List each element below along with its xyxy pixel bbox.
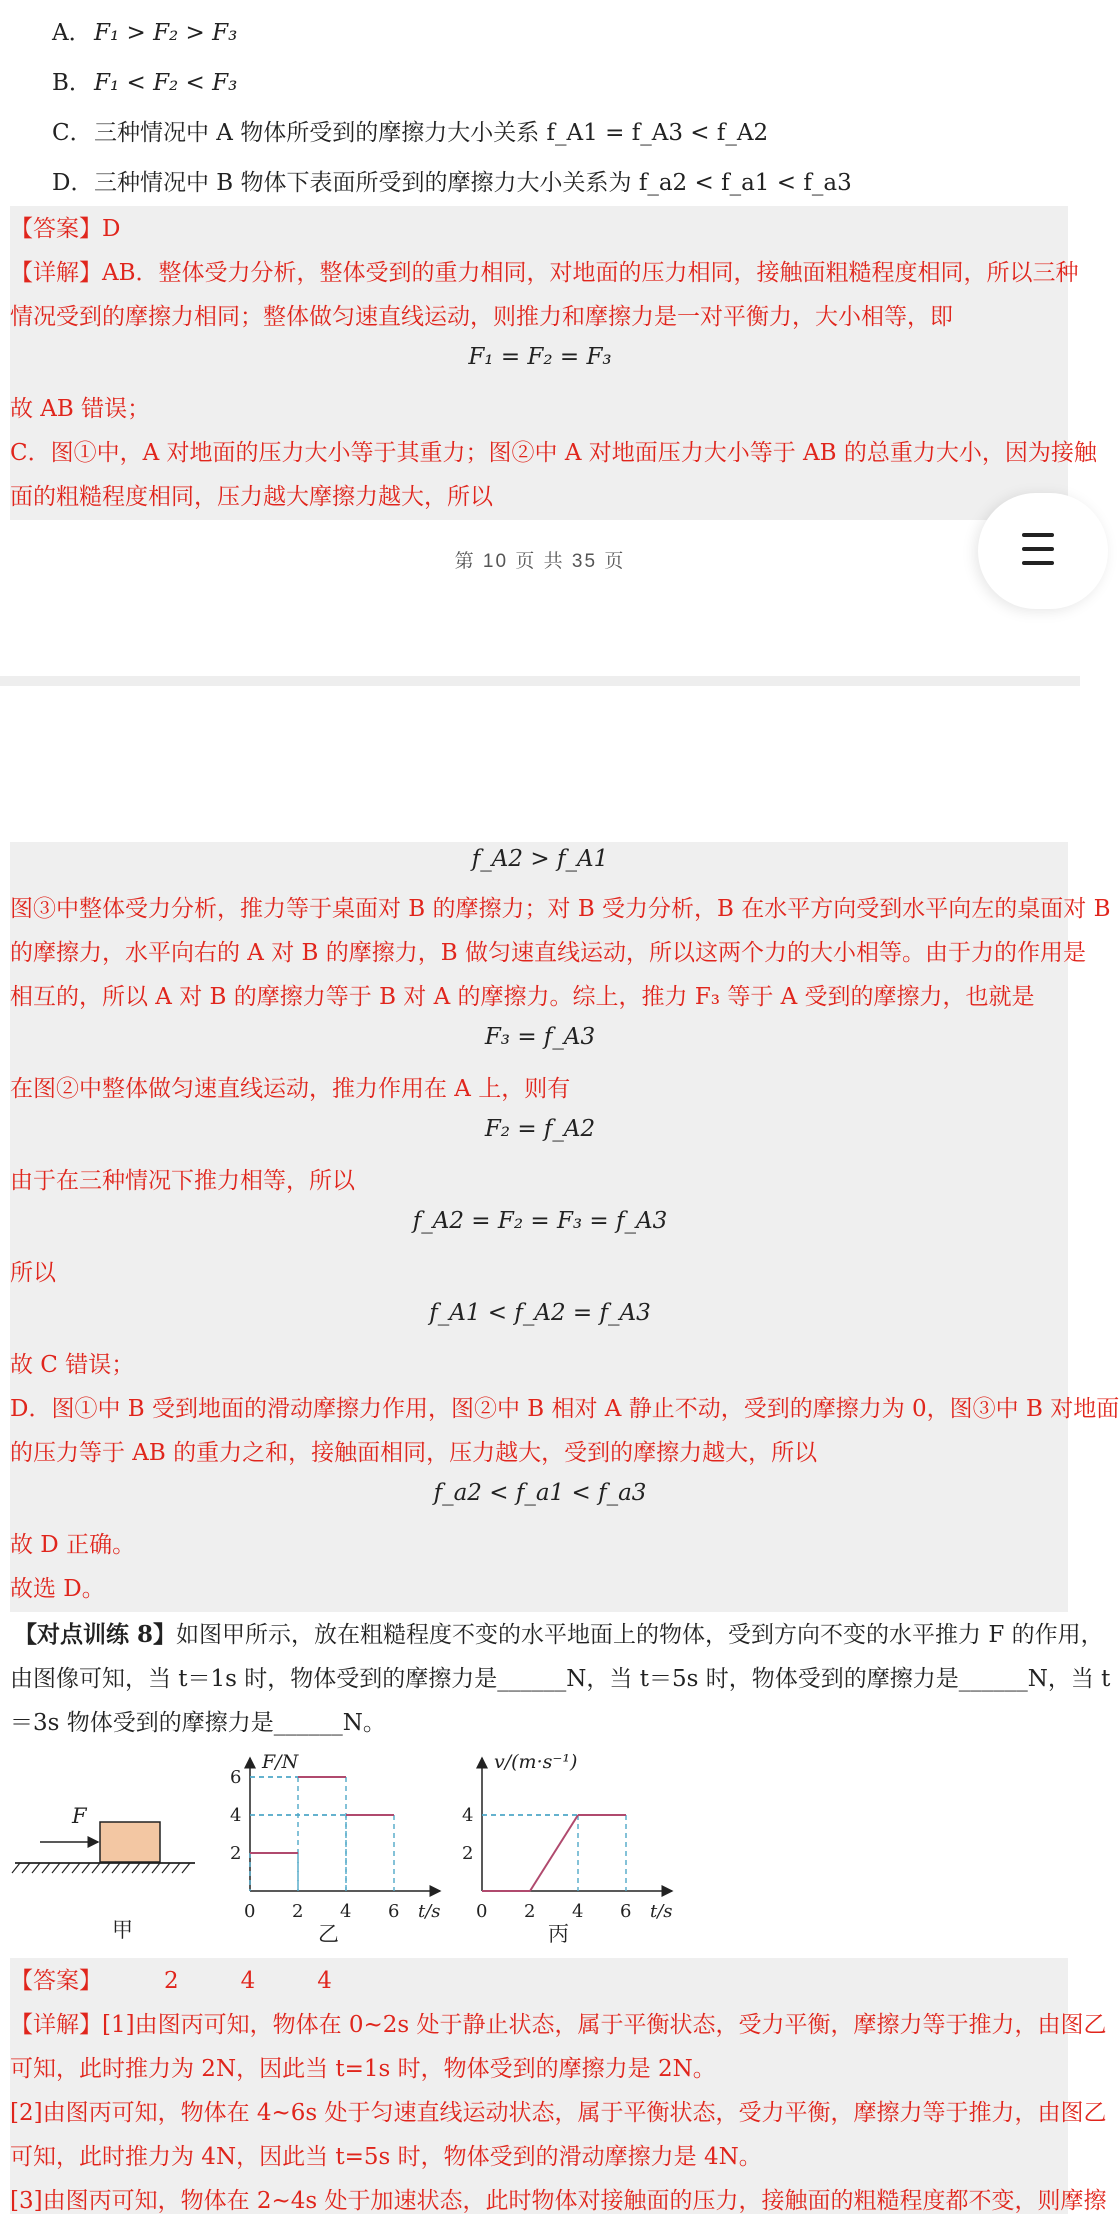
x-tick-label: 2	[292, 1901, 304, 1922]
hatch-mark	[132, 1863, 140, 1873]
answer2-value-2: 4	[240, 1968, 256, 1994]
hatch-mark	[172, 1863, 180, 1873]
equation-fa1-lt-fa2: f_A1 < f_A2 = f_A3	[429, 1300, 651, 1326]
equation-fa2-gt-fa1: f_A2 > f_A1	[471, 846, 609, 872]
text1-line-3: 相互的，所以 A 对 B 的摩擦力等于 B 对 A 的摩擦力。综上，推力 F₃ 等于 A 受到的摩擦力，也就是	[10, 984, 1035, 1010]
y-axis-label: v/(m·s⁻¹)	[494, 1751, 578, 1773]
hatch-mark	[112, 1863, 120, 1873]
text1-line-2: 的摩擦力，水平向右的 A 对 B 的摩擦力，B 做匀速直线运动，所以这两个力的大小相等。由于力的作用是	[10, 940, 1086, 966]
equation-f3-fa3: F₃ = f_A3	[484, 1024, 596, 1050]
menu-icon-bar-1	[1022, 533, 1054, 537]
data-segment	[530, 1815, 578, 1891]
chart-yi	[228, 1746, 441, 1926]
text2: 在图②中整体做匀速直线运动，推力作用在 A 上，则有	[10, 1076, 571, 1102]
text3: 由于在三种情况下推力相等，所以	[10, 1168, 355, 1194]
text8: 故选 D。	[10, 1576, 105, 1602]
menu-icon-bar-2	[1022, 547, 1054, 551]
answer2-highlight-block	[10, 1958, 1068, 2214]
figure-jia	[10, 1772, 210, 1902]
question-line-1	[14, 1616, 1104, 1649]
hatch-mark	[42, 1863, 50, 1873]
chart-bing	[460, 1746, 690, 1926]
figure-jia-label: 甲	[112, 1918, 133, 1942]
c-line-1: C．图①中，A 对地面的压力大小等于其重力；图②中 A 对地面压力大小等于 AB 的总重力大小，因为接触	[10, 440, 1097, 466]
hatch-mark	[52, 1863, 60, 1873]
menu-icon-bar-3	[1022, 561, 1054, 565]
question-text-1: 如图甲所示，放在粗糙程度不变的水平地面上的物体，受到方向不变的水平推力 F 的作用，	[176, 1622, 1104, 1648]
y-tick-label: 2	[462, 1843, 474, 1864]
answer2-line	[10, 1962, 332, 1995]
hatch-mark	[32, 1863, 40, 1873]
equation-fa2-f2-f3-fa3: f_A2 = F₂ = F₃ = f_A3	[412, 1208, 668, 1234]
block	[100, 1822, 160, 1862]
hatch-mark	[72, 1863, 80, 1873]
detail2-line-1: 【详解】[1]由图丙可知，物体在 0~2s 处于静止状态，属于平衡状态，受力平衡，摩擦力等于推力，由图乙	[10, 2012, 1107, 2038]
y-tick-label: 6	[230, 1767, 242, 1788]
detail2-line-2: 可知，此时推力为 2N，因此当 t=1s 时，物体受到的摩擦力是 2N。	[10, 2056, 716, 2082]
page-separator	[0, 676, 1080, 686]
hatch-mark	[152, 1863, 160, 1873]
text7: 故 D 正确。	[10, 1532, 136, 1558]
answer-line: 【答案】D	[10, 216, 121, 242]
option-d: D．三种情况中 B 物体下表面所受到的摩擦力大小关系为 f_a2 < f_a1 < f_a3	[52, 170, 852, 196]
option-b: B．F₁ < F₂ < F₃	[52, 70, 238, 96]
detail2-line-5: [3]由图丙可知，物体在 2~4s 处于加速状态，此时物体对接触面的压力，接触面的粗糙程度都不变，则摩擦	[10, 2188, 1107, 2214]
answer2-label: 【答案】	[10, 1968, 102, 1994]
text1-line-1: 图③中整体受力分析，推力等于桌面对 B 的摩擦力；对 B 受力分析，B 在水平方向受到水平向左的桌面对 B	[10, 896, 1111, 922]
c-line-2: 面的粗糙程度相同，压力越大摩擦力越大，所以	[10, 484, 493, 510]
hatch-mark	[22, 1863, 30, 1873]
question-line-3: ＝3s 物体受到的摩擦力是______N。	[10, 1710, 386, 1736]
x-tick-label: 2	[524, 1901, 536, 1922]
y-tick-label: 4	[230, 1805, 242, 1826]
hatch-mark	[62, 1863, 70, 1873]
equation-f2-fa2: F₂ = f_A2	[484, 1116, 596, 1142]
hatch-mark	[12, 1863, 20, 1873]
answer2-value-1: 2	[164, 1968, 179, 1994]
detail2-line-3: [2]由图丙可知，物体在 4~6s 处于匀速直线运动状态，属于平衡状态，受力平衡，摩擦力等于推力，由图乙	[10, 2100, 1107, 2126]
equation-fa2-fa1-fa3: f_a2 < f_a1 < f_a3	[433, 1480, 647, 1506]
text5: 故 C 错误；	[10, 1352, 135, 1378]
document-page-10	[0, 0, 1097, 676]
answer2-value-3: 4	[317, 1968, 332, 1994]
figure-bing-label: 丙	[548, 1922, 569, 1946]
detail-line-2: 情况受到的摩擦力相同；整体做匀速直线运动，则推力和摩擦力是一对平衡力，大小相等，即	[10, 304, 953, 330]
equation-f1-f2-f3: F₁ = F₂ = F₃	[468, 344, 612, 370]
x-tick-label: 0	[244, 1901, 256, 1922]
ab-wrong-line: 故 AB 错误；	[10, 396, 151, 422]
hatch-mark	[182, 1863, 190, 1873]
detail-line-1: 【详解】AB．整体受力分析，整体受到的重力相同，对地面的压力相同，接触面粗糙程度相同，所以三种	[10, 260, 1079, 286]
y-tick-label: 2	[230, 1843, 242, 1864]
force-label: F	[72, 1804, 87, 1828]
text4: 所以	[10, 1260, 56, 1286]
hatch-mark	[122, 1863, 130, 1873]
hatch-mark	[82, 1863, 90, 1873]
text6-line-1: D．图①中 B 受到地面的滑动摩擦力作用，图②中 B 相对 A 静止不动，受到的摩擦力为 0，图③中 B 对地面	[10, 1396, 1119, 1422]
hatch-mark	[92, 1863, 100, 1873]
x-axis-label: t/s	[650, 1901, 673, 1922]
x-tick-label: 6	[620, 1901, 632, 1922]
y-axis-label: F/N	[262, 1751, 299, 1773]
hatch-mark	[102, 1863, 110, 1873]
figure-yi-label: 乙	[318, 1922, 339, 1946]
x-tick-label: 0	[476, 1901, 488, 1922]
x-tick-label: 4	[572, 1901, 584, 1922]
x-axis-label: t/s	[418, 1901, 441, 1922]
question-title: 【对点训练 8】	[14, 1621, 177, 1648]
hatch-mark	[142, 1863, 150, 1873]
x-tick-label: 6	[388, 1901, 400, 1922]
text6-line-2: 的压力等于 AB 的重力之和，接触面相同，压力越大，受到的摩擦力越大，所以	[10, 1440, 818, 1466]
ground-hatching	[12, 1863, 190, 1873]
option-c: C．三种情况中 A 物体所受到的摩擦力大小关系 f_A1 = f_A3 < f_A2	[52, 120, 769, 146]
menu-button[interactable]	[978, 493, 1108, 609]
x-tick-label: 4	[340, 1901, 352, 1922]
y-tick-label: 4	[462, 1805, 474, 1826]
detail2-line-4: 可知，此时推力为 4N，因此当 t=5s 时，物体受到的滑动摩擦力是 4N。	[10, 2144, 762, 2170]
document-page-11	[0, 686, 1119, 2214]
option-a: A． F₁ > F₂ > F₃	[52, 20, 238, 46]
page-number: 第 10 页 共 35 页	[454, 551, 626, 572]
question-line-2: 由图像可知，当 t＝1s 时，物体受到的摩擦力是______N，当 t＝5s 时，物体受到的摩擦力是______N，当 t	[10, 1666, 1111, 1692]
hatch-mark	[162, 1863, 170, 1873]
